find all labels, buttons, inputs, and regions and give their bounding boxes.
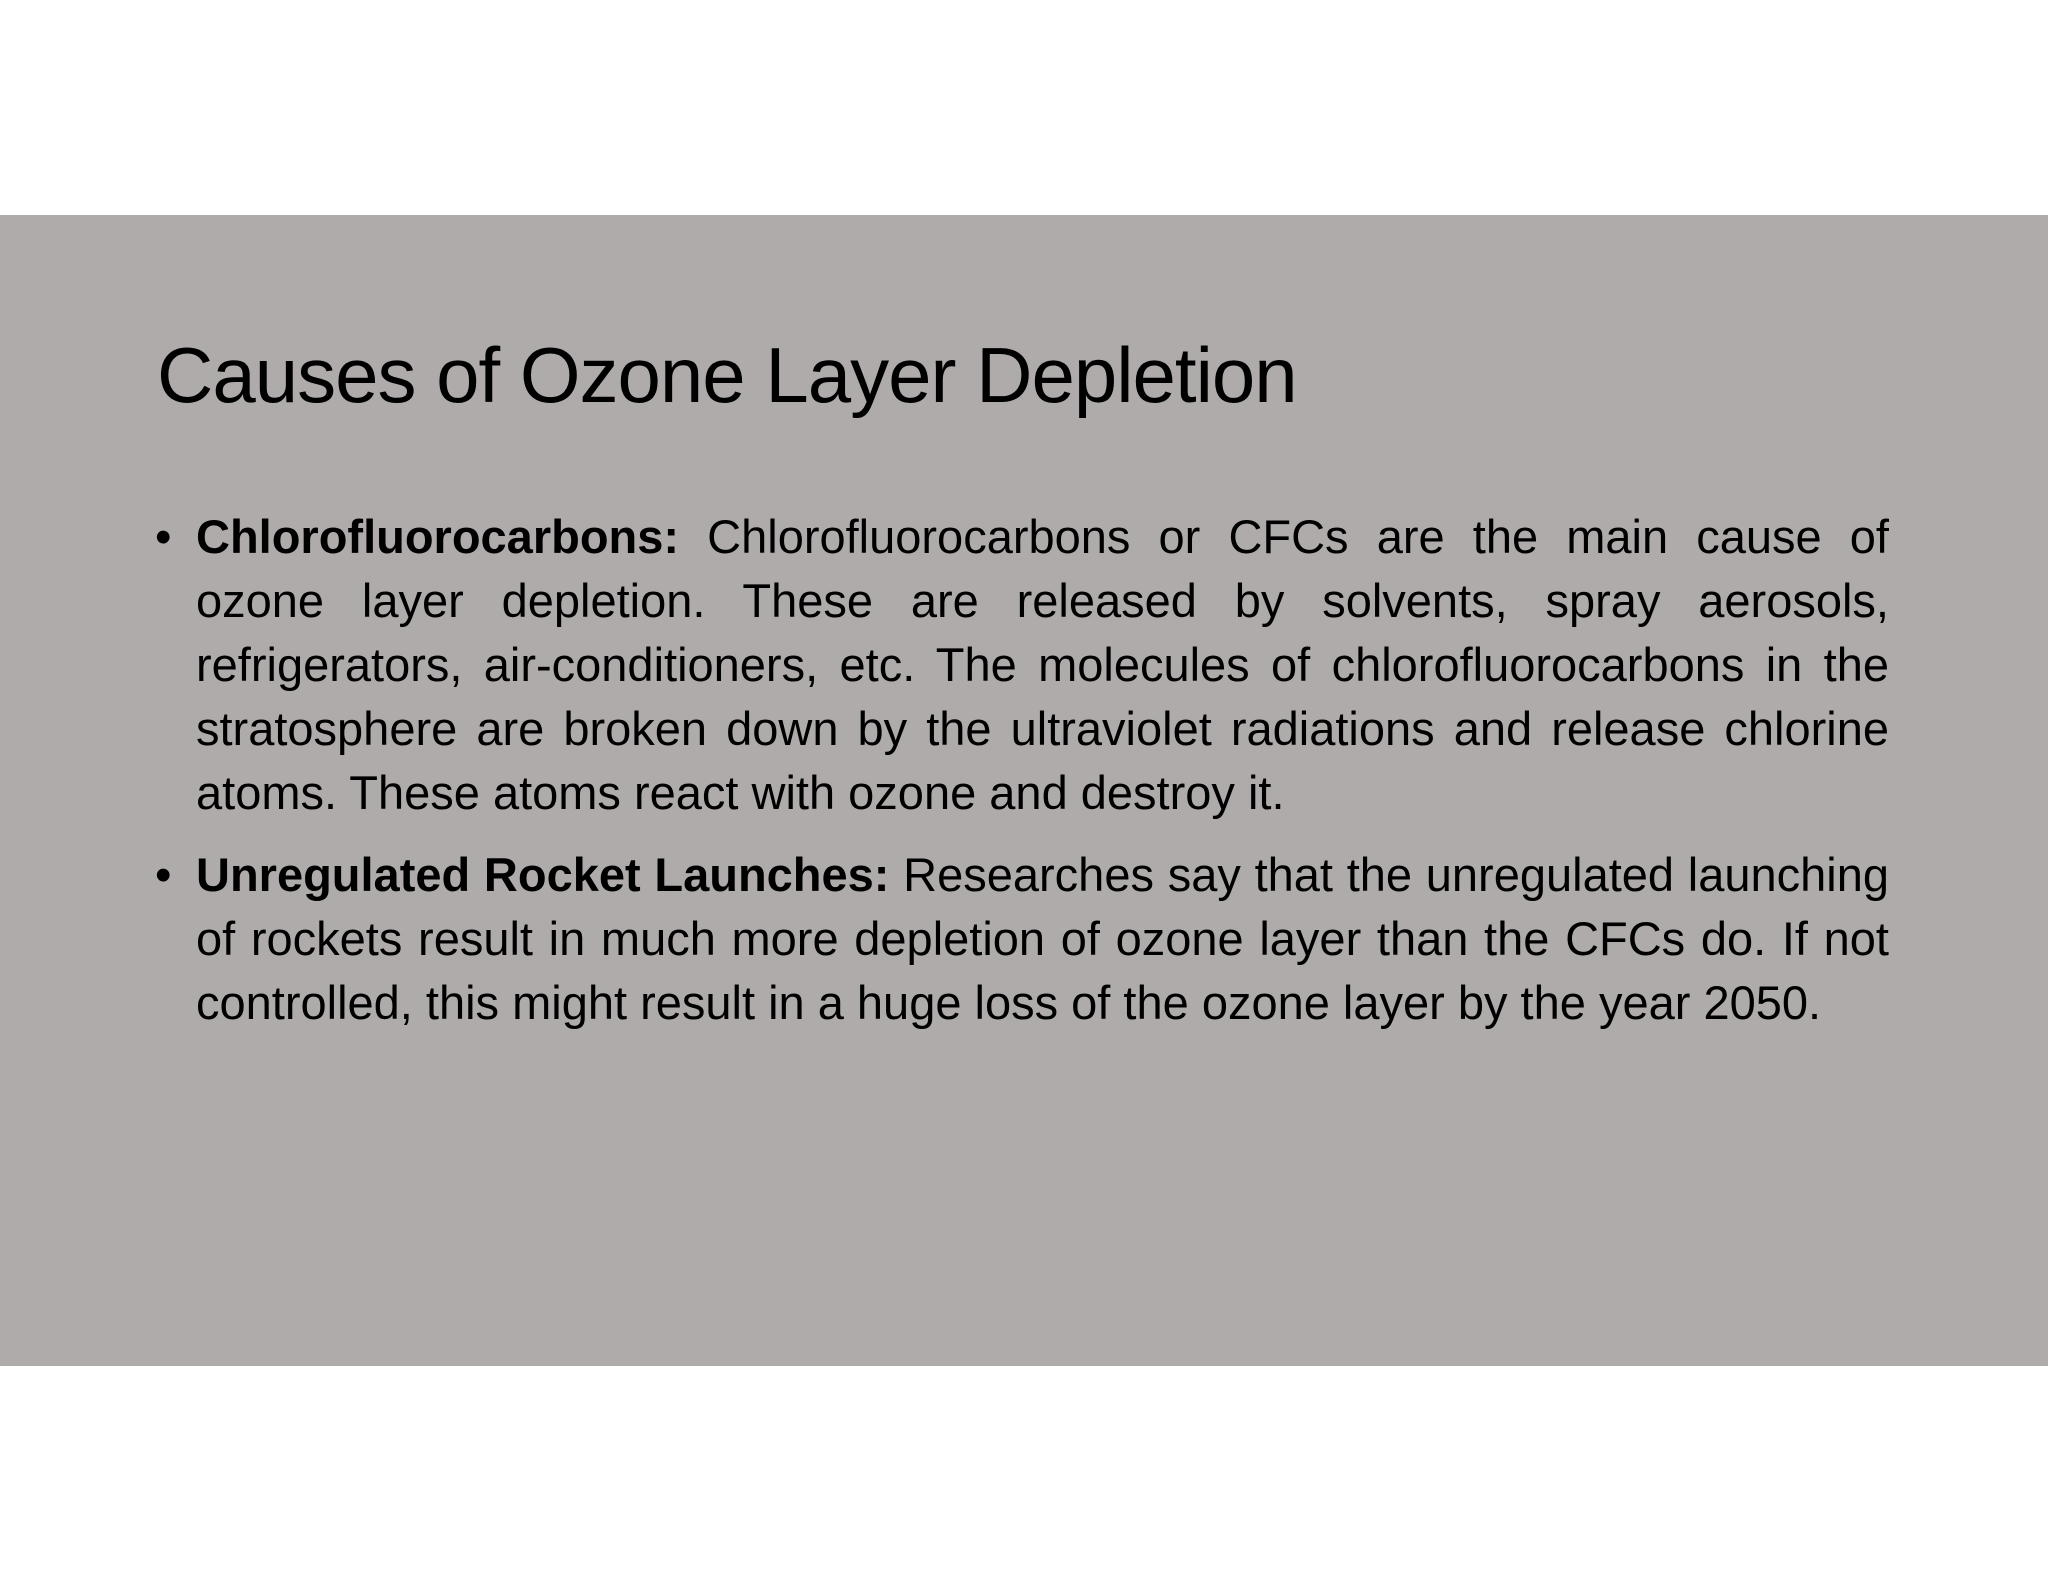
bullet-text: Researches say that the unregulated launching of rockets result in much more depletion of ozone layer than the CFCs do. If not controlled, this might result in a huge loss of the ozone layer by the year 2050. (196, 848, 1889, 1029)
bullet-item-chlorofluorocarbons (155, 505, 1889, 825)
slide (0, 215, 2048, 1366)
bullet-term: Unregulated Rocket Launches: (196, 848, 904, 901)
bullet-list (155, 505, 1889, 1053)
bullet-icon: • (155, 848, 172, 901)
bullet-text: Chlorofluorocarbons or CFCs are the main cause of ozone layer depletion. These are released by solvents, spray aerosols, refrigerators, air-conditioners, etc. The molecules of chlorofluorocarbons in the stratosphere are broken down by the ultraviolet radiations and release chlorine atoms. These atoms react with ozone and destroy it. (196, 510, 1889, 819)
bullet-term: Chlorofluorocarbons: (196, 510, 708, 563)
slide-title: Causes of Ozone Layer Depletion (157, 331, 1297, 419)
bullet-icon: • (155, 510, 172, 563)
bullet-item-rocket-launches (155, 843, 1889, 1035)
